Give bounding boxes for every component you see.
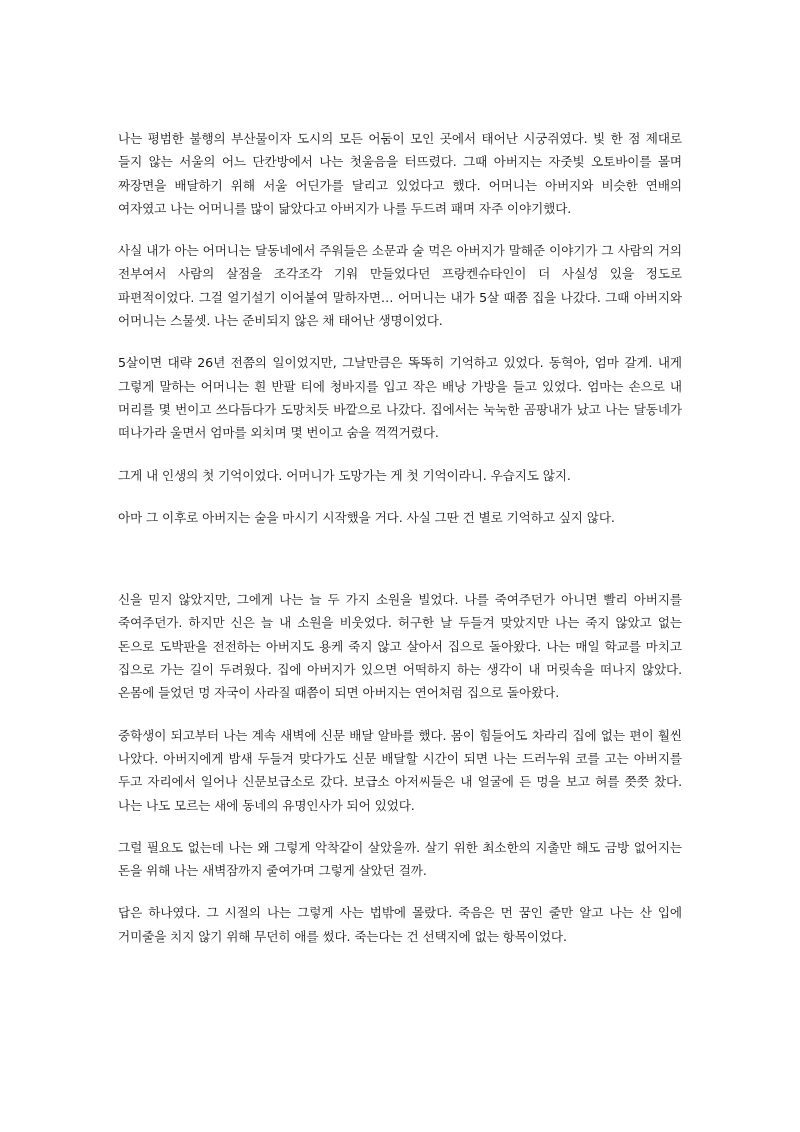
- paragraph-7: 중학생이 되고부터 나는 계속 새벽에 신문 배달 알바를 했다. 몸이 힘들어도 차라리 집에 없는 편이 훨씬 나았다. 아버지에게 밤새 두들겨 맞다가도 신문 배달할 시간이 되면 나는 드러누워 코를 고는 아버지를 두고 자리에서 일어나 신문보급소로 갔다. 보급소 아저씨들은 내 얼굴에 든 멍을 보고 혀를 쯧쯧 찼다. 나는 나도 모르는 새에 동네의 유명인사가 되어 있었다.: [118, 727, 682, 813]
- paragraph-8: 그럴 필요도 없는데 나는 왜 그렇게 악착같이 살았을까. 살기 위한 최소한의 지출만 해도 금방 없어지는 돈을 위해 나는 새벽잠까지 줄여가며 그렇게 살았던 걸까.: [118, 839, 682, 879]
- paragraph-6: 신을 믿지 않았지만, 그에게 나는 늘 두 가지 소원을 빌었다. 나를 죽여주던가 아니면 빨리 아버지를 죽여주던가. 하지만 신은 늘 내 소원을 비웃었다. 허구한 날 두들겨 맞았지만 나는 죽지 않았고 없는 돈으로 도박판을 전전하는 아버지도 용케 죽지 않고 살아서 집으로 돌아왔다. 나는 매일 학교를 마치고 집으로 가는 길이 두려웠다. 집에 아버지가 있으면 어떡하지 하는 생각이 내 머릿속을 떠나지 않았다. 온몸에 들었던 멍 자국이 사라질 때쯤이 되면 아버지는 연어처럼 집으로 돌아왔다.: [118, 592, 682, 701]
- paragraph-1: 나는 평범한 불행의 부산물이자 도시의 모든 어둠이 모인 곳에서 태어난 시궁쥐였다. 빛 한 점 제대로 들지 않는 서울의 어느 단칸방에서 나는 첫울음을 터뜨렸다. 그때 아버지는 자줏빛 오토바이를 몰며 짜장면을 배달하기 위해 서울 어딘가를 달리고 있었다고 했다. 어머니는 아버지와 비슷한 연배의 여자였고 나는 어머니를 많이 닮았다고 아버지가 나를 두드려 패며 자주 이야기했다.: [118, 131, 682, 216]
- document-body: [118, 127, 682, 967]
- paragraph-4: 그게 내 인생의 첫 기억이었다. 어머니가 도망가는 게 첫 기억이라니. 우습지도 않지.: [118, 467, 571, 483]
- section-break: [118, 548, 682, 588]
- paragraph-2: 사실 내가 아는 어머니는 달동네에서 주워들은 소문과 술 먹은 아버지가 말해준 이야기가 그 사람의 거의 전부여서 사람의 살점을 조각조각 기워 만들었다던 프랑켄슈타인이 더 사실성 있을 정도로 파편적이었다. 그걸 얼기설기 이어붙여 말하자면… 어머니는 내가 5살 때쯤 집을 나갔다. 그때 아버지와 어머니는 스물셋. 나는 준비되지 않은 채 태어난 생명이었다.: [118, 243, 682, 329]
- paragraph-5: 아마 그 이후로 아버지는 술을 마시기 시작했을 거다. 사실 그딴 건 별로 기억하고 싶지 않다.: [118, 509, 615, 525]
- paragraph-3: 5살이면 대략 26년 전쯤의 일이었지만, 그날만큼은 똑똑히 기억하고 있었다. 동혁아, 엄마 갈게. 내게 그렇게 말하는 어머니는 흰 반팔 티에 청바지를 입고 작은 배낭 가방을 들고 있었다. 엄마는 손으로 내 머리를 몇 번이고 쓰다듬다가 도망치듯 바깥으로 나갔다. 집에서는 눅눅한 곰팡내가 났고 나는 달동네가 떠나가라 울면서 엄마를 외치며 몇 번이고 숨을 꺽꺽거렸다.: [118, 355, 682, 441]
- paragraph-9: 답은 하나였다. 그 시절의 나는 그렇게 사는 법밖에 몰랐다. 죽음은 먼 꿈인 줄만 알고 나는 산 입에 거미줄을 치지 않기 위해 무던히 애를 썼다. 죽는다는 건 선택지에 없는 항목이었다.: [118, 905, 682, 944]
